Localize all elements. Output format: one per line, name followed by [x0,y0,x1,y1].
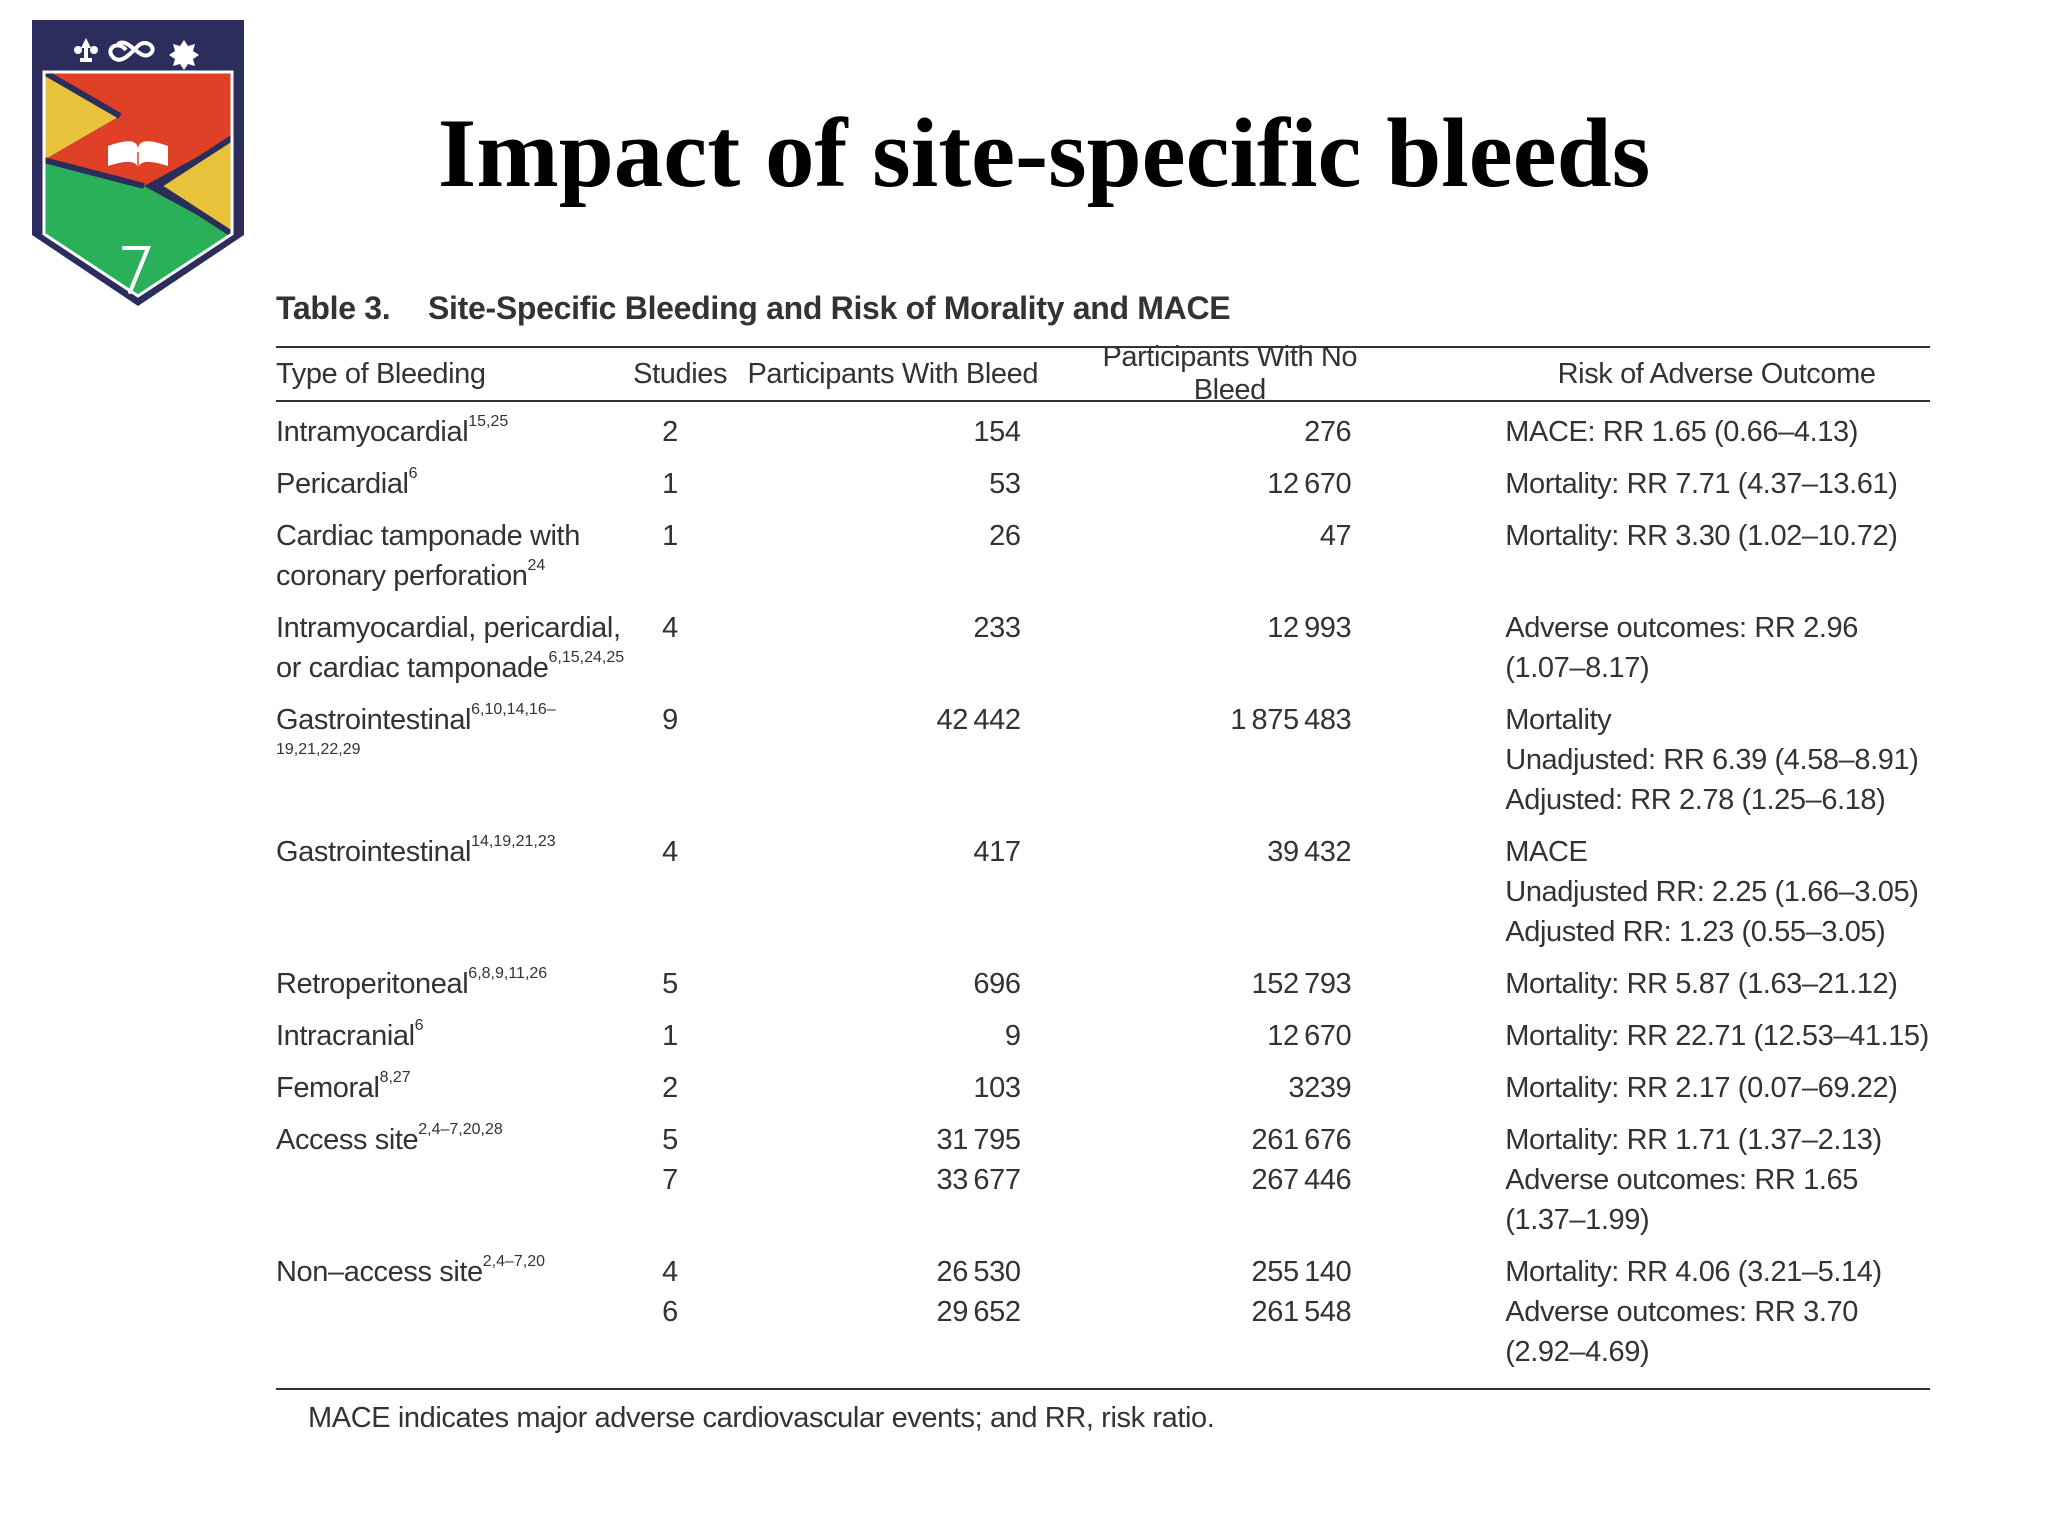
cell-with-bleed-text: 417 [973,836,1021,868]
cell-risk-outcome-line [1505,912,1930,952]
cell-with-bleed-text: 154 [973,416,1021,448]
cell-no-bleed [1021,1068,1352,1108]
cell-risk-outcome [1351,1016,1930,1056]
cell-risk-outcome [1351,1252,1930,1372]
table-row [276,1252,1930,1384]
cell-risk-outcome-text: Unadjusted RR: 2.25 (1.66–3.05) [1505,876,1919,908]
cell-risk-outcome-text: Adverse outcomes: RR 2.96 [1505,612,1858,644]
reference-superscript: 2,4–7,20 [482,1253,546,1270]
cell-studies-line [628,516,711,556]
reference-superscript: 6 [408,465,418,482]
header-type-of-bleeding: Type of Bleeding [276,357,486,390]
cell-risk-outcome-line [1505,964,1930,1004]
cell-studies [628,1068,711,1108]
cell-studies-text: 1 [662,520,678,552]
cell-with-bleed-text: 9 [1004,1020,1021,1052]
cell-type-of-bleeding [276,412,628,452]
cell-risk-outcome-line [1505,740,1930,780]
cell-no-bleed-line [1021,516,1352,556]
cell-studies [628,700,711,820]
cell-type-of-bleeding-line [276,832,628,872]
cell-with-bleed-line [712,1068,1021,1108]
cell-risk-outcome-text: Mortality: RR 5.87 (1.63–21.12) [1505,968,1898,1000]
cell-no-bleed-line [1021,1160,1352,1200]
cell-risk-outcome [1351,700,1930,820]
cell-with-bleed [712,1120,1021,1240]
cell-with-bleed-text: 42 442 [936,704,1021,736]
cell-type-of-bleeding [276,1016,628,1056]
cell-no-bleed-text: 152 793 [1251,968,1352,1000]
table-number: Table 3. [276,290,391,326]
cell-type-of-bleeding [276,832,628,952]
cell-studies [628,964,711,1004]
cell-studies [628,1252,711,1372]
cell-type-of-bleeding [276,608,628,688]
cell-risk-outcome-line [1505,648,1930,688]
header-participants-with-bleed: Participants With Bleed [747,357,1039,390]
cell-risk-outcome-line [1505,832,1930,872]
table-row [276,1016,1930,1068]
cell-with-bleed [712,1252,1021,1372]
cell-no-bleed [1021,412,1352,452]
cell-studies-text: 7 [662,1164,678,1196]
cell-risk-outcome-text: MACE: RR 1.65 (0.66–4.13) [1505,416,1858,448]
cell-risk-outcome-text: (1.07–8.17) [1505,652,1650,684]
table-row [276,1068,1930,1120]
reference-superscript: 6 [414,1017,424,1034]
cell-risk-outcome-text: Unadjusted: RR 6.39 (4.58–8.91) [1505,744,1919,776]
cell-type-of-bleeding-line [276,648,628,688]
cell-risk-outcome-text: Adjusted: RR 2.78 (1.25–6.18) [1505,784,1886,816]
cell-no-bleed [1021,700,1352,820]
reference-superscript: 6,10,14,16–19,21,22,29 [276,701,556,758]
cell-type-of-bleeding-text: Access site [276,1124,419,1156]
cell-studies-line [628,700,711,740]
cell-studies-text: 6 [662,1296,678,1328]
table-body [276,402,1930,1388]
cell-no-bleed [1021,608,1352,688]
slide-title: Impact of site-specific bleeds [437,99,1651,208]
cell-risk-outcome-text: Mortality: RR 4.06 (3.21–5.14) [1505,1256,1882,1288]
cell-risk-outcome [1351,516,1930,596]
cell-risk-outcome-text: (1.37–1.99) [1505,1204,1650,1236]
cell-risk-outcome-text: Mortality: RR 7.71 (4.37–13.61) [1505,468,1898,500]
cell-no-bleed [1021,464,1352,504]
cell-studies-text: 5 [662,1124,678,1156]
cell-type-of-bleeding-text: Intramyocardial [276,416,469,448]
cell-studies [628,832,711,952]
cell-studies-line [628,1292,711,1332]
cell-no-bleed-text: 39 432 [1267,836,1352,868]
cell-risk-outcome-line [1505,1332,1930,1372]
cell-no-bleed-text: 12 993 [1267,612,1352,644]
table-row [276,464,1930,516]
cell-no-bleed-line [1021,1068,1352,1108]
cell-studies [628,1120,711,1240]
cell-risk-outcome-line [1505,1120,1930,1160]
cell-studies [628,1016,711,1056]
cell-risk-outcome-line [1505,412,1930,452]
cell-risk-outcome-line [1505,780,1930,820]
cell-studies-text: 1 [662,1020,678,1052]
reference-superscript: 14,19,21,23 [471,833,556,850]
cell-with-bleed-line [712,1120,1021,1160]
reference-superscript: 2,4–7,20,28 [418,1121,503,1138]
cell-studies-text: 9 [662,704,678,736]
cell-no-bleed [1021,964,1352,1004]
cell-type-of-bleeding-line [276,1068,628,1108]
cell-type-of-bleeding [276,1068,628,1108]
cell-risk-outcome-text: MACE [1505,836,1588,868]
cell-studies-text: 2 [662,416,678,448]
bleeding-table [276,286,1930,1438]
cell-risk-outcome [1351,1068,1930,1108]
cell-studies [628,608,711,688]
cell-risk-outcome-line [1505,1068,1930,1108]
cell-risk-outcome-line [1505,872,1930,912]
cell-type-of-bleeding [276,700,628,820]
cell-risk-outcome [1351,464,1930,504]
table-row [276,516,1930,608]
cell-with-bleed-text: 53 [989,468,1021,500]
cell-risk-outcome-text: Mortality [1505,704,1612,736]
reference-superscript: 6,15,24,25 [548,649,625,666]
cell-no-bleed [1021,1252,1352,1372]
cell-with-bleed-text: 696 [973,968,1021,1000]
cell-no-bleed-text: 12 670 [1267,1020,1352,1052]
cell-type-of-bleeding-text: Pericardial [276,468,409,500]
cell-with-bleed-text: 103 [973,1072,1021,1104]
cell-type-of-bleeding-text: Intramyocardial, pericardial, [276,612,621,644]
cell-studies-line [628,1252,711,1292]
cell-with-bleed-text: 33 677 [936,1164,1021,1196]
cell-studies-line [628,832,711,872]
table-footnote: MACE indicates major adverse cardiovascular events; and RR, risk ratio. [308,1402,1215,1434]
cell-type-of-bleeding-line [276,516,628,556]
rose-icon [169,40,199,70]
cell-with-bleed-line [712,516,1021,556]
cell-type-of-bleeding-line [276,464,628,504]
table-row [276,832,1930,964]
cell-with-bleed-text: 29 652 [936,1296,1021,1328]
cell-risk-outcome-line [1505,516,1930,556]
cell-studies-line [628,1068,711,1108]
cell-risk-outcome [1351,1120,1930,1240]
cell-no-bleed-line [1021,1120,1352,1160]
cell-type-of-bleeding-text: Non–access site [276,1256,483,1288]
table-row [276,412,1930,464]
cell-no-bleed-text: 261 676 [1251,1124,1352,1156]
cell-risk-outcome-line [1505,1292,1930,1332]
cell-no-bleed-text: 3239 [1288,1072,1352,1104]
cell-risk-outcome-text: Mortality: RR 22.71 (12.53–41.15) [1505,1020,1929,1052]
cell-with-bleed-text: 26 530 [936,1256,1021,1288]
cell-type-of-bleeding-line [276,1252,628,1292]
cell-no-bleed-line [1021,464,1352,504]
cell-risk-outcome-text: Mortality: RR 2.17 (0.07–69.22) [1505,1072,1898,1104]
cell-type-of-bleeding-text: Retroperitoneal [276,968,469,1000]
cell-studies-text: 4 [662,1256,678,1288]
cell-type-of-bleeding-line [276,1016,628,1056]
cell-studies-text: 5 [662,968,678,1000]
reference-superscript: 24 [527,557,546,574]
header-risk-of-adverse-outcome: Risk of Adverse Outcome [1557,357,1876,390]
cell-risk-outcome [1351,412,1930,452]
cell-with-bleed [712,608,1021,688]
cell-type-of-bleeding-text: Femoral [276,1072,380,1104]
cell-with-bleed-line [712,832,1021,872]
table-row [276,1120,1930,1252]
cell-type-of-bleeding-text: Gastrointestinal [276,704,472,736]
cell-studies-text: 4 [662,836,678,868]
cell-no-bleed-text: 267 446 [1251,1164,1352,1196]
reference-superscript: 8,27 [379,1069,411,1086]
cell-risk-outcome-text: Mortality: RR 1.71 (1.37–2.13) [1505,1124,1882,1156]
cell-type-of-bleeding-text: Gastrointestinal [276,836,472,868]
cell-type-of-bleeding-text: Intracranial [276,1020,415,1052]
cell-risk-outcome-line [1505,700,1930,740]
table-row [276,608,1930,700]
cell-no-bleed-text: 12 670 [1267,468,1352,500]
cell-with-bleed-line [712,1292,1021,1332]
cell-with-bleed-line [712,608,1021,648]
cell-risk-outcome-line [1505,1200,1930,1240]
cell-risk-outcome-line [1505,1252,1930,1292]
cell-with-bleed [712,1068,1021,1108]
header-studies: Studies [633,357,728,390]
table-caption [276,286,1930,330]
cell-with-bleed-line [712,1016,1021,1056]
cell-studies-line [628,412,711,452]
table-row [276,700,1930,832]
cell-studies-line [628,1120,711,1160]
cell-no-bleed-text: 255 140 [1251,1256,1352,1288]
cell-risk-outcome-line [1505,1016,1930,1056]
cell-with-bleed [712,464,1021,504]
cell-type-of-bleeding-line [276,700,628,780]
cell-studies [628,464,711,504]
cell-risk-outcome-line [1505,1160,1930,1200]
cell-no-bleed-line [1021,412,1352,452]
cell-with-bleed [712,516,1021,596]
cell-risk-outcome-text: Adjusted RR: 1.23 (0.55–3.05) [1505,916,1886,948]
cell-risk-outcome [1351,832,1930,952]
cell-with-bleed-line [712,964,1021,1004]
cell-no-bleed [1021,1016,1352,1056]
cell-with-bleed [712,832,1021,952]
cell-type-of-bleeding-line [276,1120,628,1160]
table-bottom-rule [276,1388,1930,1390]
cell-risk-outcome [1351,964,1930,1004]
cell-type-of-bleeding-line [276,556,628,596]
cell-no-bleed [1021,1120,1352,1240]
cell-risk-outcome-line [1505,608,1930,648]
cell-risk-outcome-text: Adverse outcomes: RR 1.65 [1505,1164,1858,1196]
cell-type-of-bleeding [276,464,628,504]
cell-no-bleed-line [1021,832,1352,872]
cell-no-bleed-text: 1 875 483 [1230,704,1352,736]
cell-no-bleed-line [1021,1016,1352,1056]
cell-with-bleed-line [712,700,1021,740]
cell-studies-text: 4 [662,612,678,644]
cell-no-bleed-text: 47 [1319,520,1352,552]
cell-type-of-bleeding [276,1252,628,1372]
cell-type-of-bleeding-line [276,964,628,1004]
cell-type-of-bleeding [276,964,628,1004]
cell-studies-line [628,1016,711,1056]
cell-with-bleed-line [712,412,1021,452]
cell-type-of-bleeding [276,516,628,596]
table-header-row [276,341,1930,406]
cell-with-bleed [712,412,1021,452]
cell-with-bleed-line [712,1160,1021,1200]
cell-with-bleed [712,700,1021,820]
cell-risk-outcome-line [1505,464,1930,504]
cell-with-bleed [712,964,1021,1004]
cell-type-of-bleeding-text: or cardiac tamponade [276,652,549,684]
cell-type-of-bleeding [276,1120,628,1240]
cell-with-bleed-text: 26 [989,520,1021,552]
cell-studies-line [628,964,711,1004]
cell-studies-line [628,1160,711,1200]
cell-type-of-bleeding-text: coronary perforation [276,560,528,592]
cell-no-bleed-line [1021,1292,1352,1332]
cell-no-bleed-line [1021,608,1352,648]
cell-risk-outcome-text: Adverse outcomes: RR 3.70 [1505,1296,1858,1328]
cell-with-bleed [712,1016,1021,1056]
cell-type-of-bleeding-line [276,412,628,452]
cell-no-bleed-text: 276 [1304,416,1352,448]
cell-with-bleed-text: 233 [973,612,1021,644]
cell-with-bleed-text: 31 795 [936,1124,1021,1156]
reference-superscript: 15,25 [468,413,509,430]
cell-studies [628,516,711,596]
table-caption-text: Site-Specific Bleeding and Risk of Morality and MACE [428,290,1231,326]
cell-no-bleed [1021,832,1352,952]
cell-type-of-bleeding-text: Cardiac tamponade with [276,520,580,552]
reference-superscript: 6,8,9,11,26 [468,965,548,982]
cell-studies-text: 2 [662,1072,678,1104]
cell-type-of-bleeding-line [276,608,628,648]
cell-no-bleed-text: 261 548 [1251,1296,1352,1328]
cell-studies-line [628,608,711,648]
cell-with-bleed-line [712,464,1021,504]
cell-with-bleed-line [712,1252,1021,1292]
cell-no-bleed-line [1021,700,1352,740]
cell-risk-outcome-text: Mortality: RR 3.30 (1.02–10.72) [1505,520,1898,552]
cell-studies-text: 1 [662,468,678,500]
cell-no-bleed-line [1021,964,1352,1004]
cell-studies [628,412,711,452]
cell-risk-outcome-text: (2.92–4.69) [1505,1336,1650,1368]
cell-no-bleed [1021,516,1352,596]
cell-studies-line [628,464,711,504]
cell-no-bleed-line [1021,1252,1352,1292]
table-row [276,964,1930,1016]
cell-risk-outcome [1351,608,1930,688]
header-participants-no-bleed: Participants With No Bleed [1102,341,1358,406]
